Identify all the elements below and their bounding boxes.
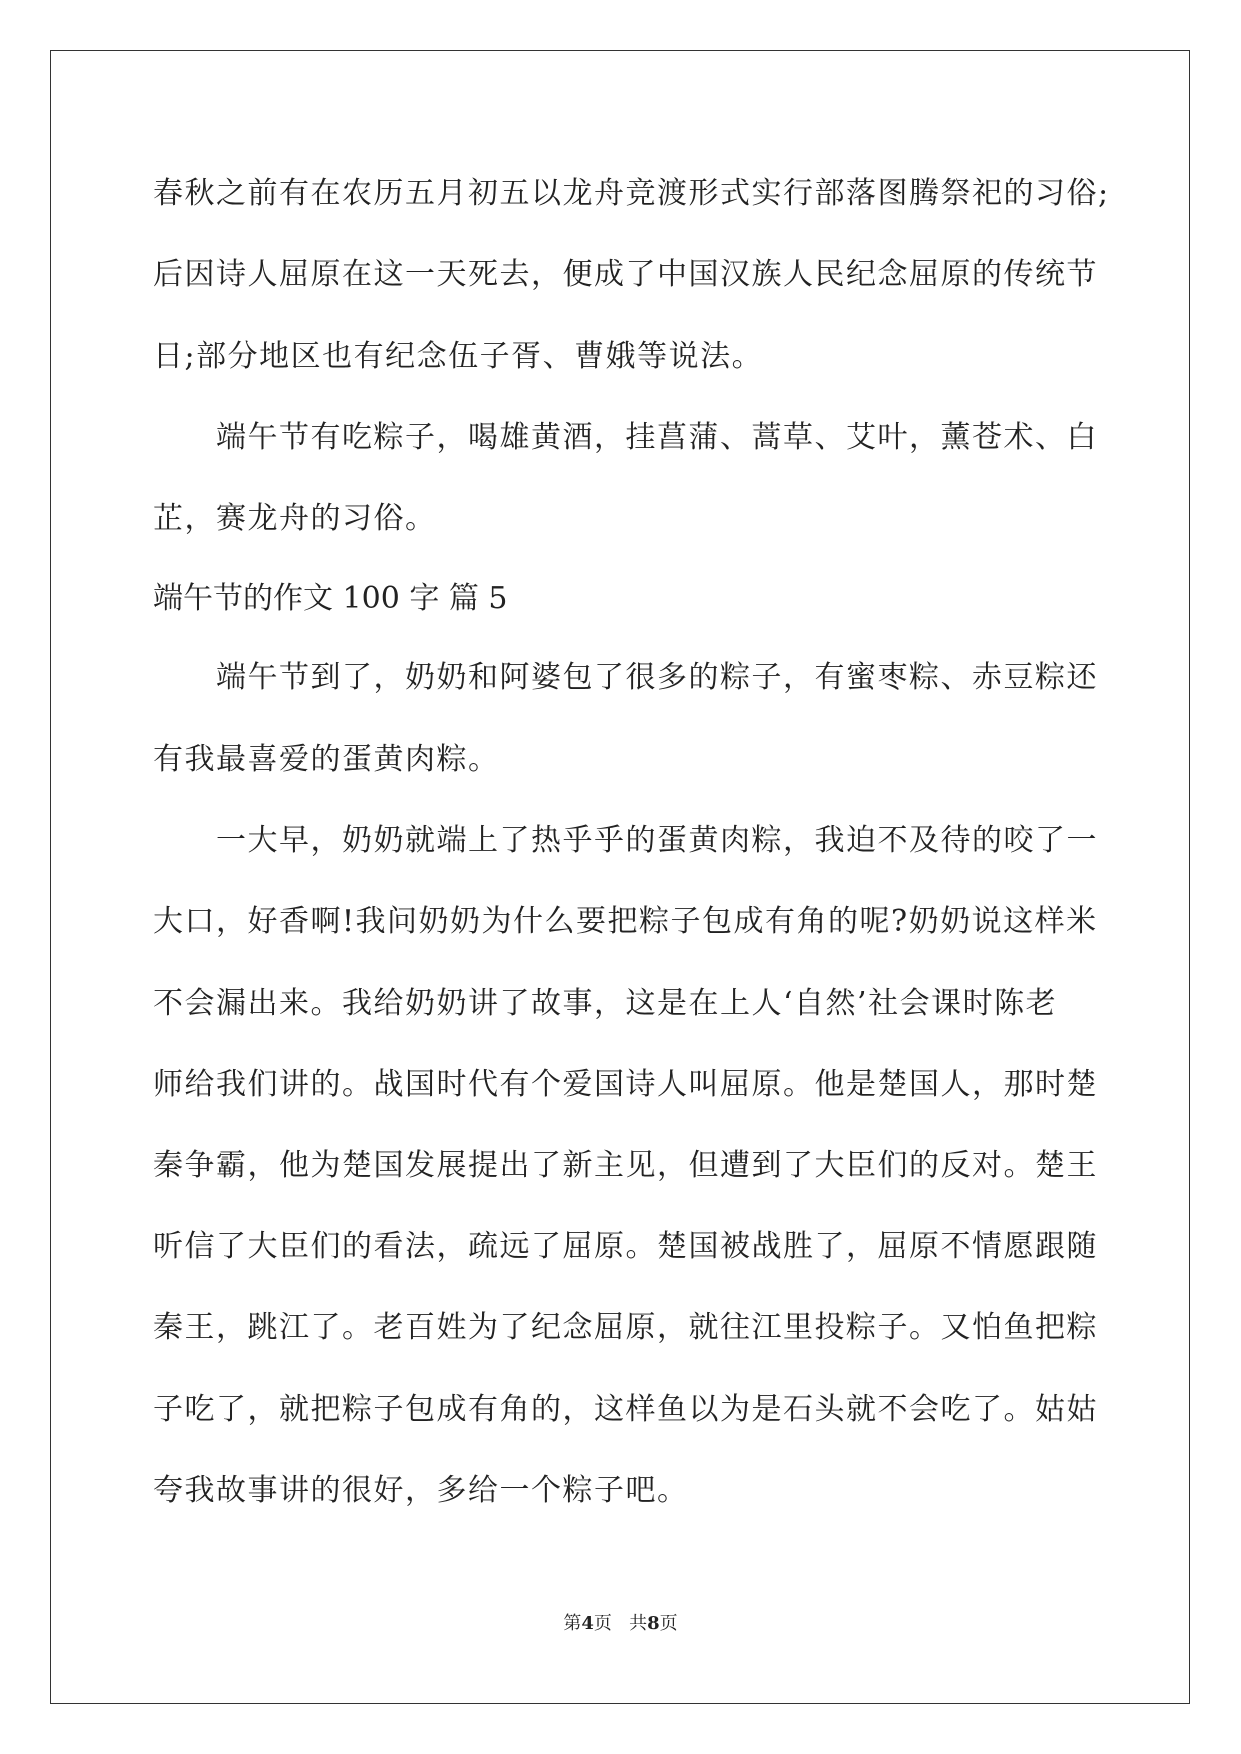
- text-line: 后因诗人屈原在这一天死去，便成了中国汉族人民纪念屈原的传统节: [153, 257, 1098, 292]
- text-line: 芷，赛龙舟的习俗。: [153, 501, 437, 536]
- page-footer: [0, 1612, 1241, 1636]
- total-pages-unit: 页: [659, 1613, 678, 1634]
- current-page-number: 4: [581, 1613, 594, 1634]
- page-border: [50, 50, 1190, 1704]
- text-line: 子吃了，就把粽子包成有角的，这样鱼以为是石头就不会吃了。姑姑: [153, 1392, 1098, 1427]
- total-pages-prefix: 共: [629, 1613, 648, 1634]
- total-pages-number: 8: [647, 1613, 660, 1634]
- page-number-prefix: 第: [563, 1613, 582, 1634]
- text-line: 一大早，奶奶就端上了热乎乎的蛋黄肉粽，我迫不及待的咬了一: [153, 823, 1098, 858]
- text-line: 端午节有吃粽子，喝雄黄酒，挂菖蒲、蒿草、艾叶，薰苍术、白: [153, 420, 1098, 455]
- text-line: 有我最喜爱的蛋黄肉粽。: [153, 742, 500, 777]
- text-line: 大口，好香啊!我问奶奶为什么要把粽子包成有角的呢?奶奶说这样米: [153, 904, 1098, 939]
- text-line: 春秋之前有在农历五月初五以龙舟竞渡形式实行部落图腾祭祀的习俗;: [153, 176, 1110, 211]
- text-line: 听信了大臣们的看法，疏远了屈原。楚国被战胜了，屈原不情愿跟随: [153, 1229, 1098, 1264]
- text-line: 日;部分地区也有纪念伍子胥、曹娥等说法。: [153, 339, 764, 374]
- section-heading: 端午节的作文 100 字 篇 5: [153, 581, 508, 616]
- text-line: 师给我们讲的。战国时代有个爱国诗人叫屈原。他是楚国人，那时楚: [153, 1067, 1098, 1102]
- text-line: 夸我故事讲的很好，多给一个粽子吧。: [153, 1473, 689, 1508]
- text-line: 不会漏出来。我给奶奶讲了故事，这是在上人‘自然’社会课时陈老: [153, 986, 1058, 1021]
- text-line: 秦王，跳江了。老百姓为了纪念屈原，就往江里投粽子。又怕鱼把粽: [153, 1310, 1098, 1345]
- text-line: 端午节到了，奶奶和阿婆包了很多的粽子，有蜜枣粽、赤豆粽还: [153, 660, 1098, 695]
- page-unit: 页: [593, 1613, 612, 1634]
- text-line: 秦争霸，他为楚国发展提出了新主见，但遭到了大臣们的反对。楚王: [153, 1148, 1098, 1183]
